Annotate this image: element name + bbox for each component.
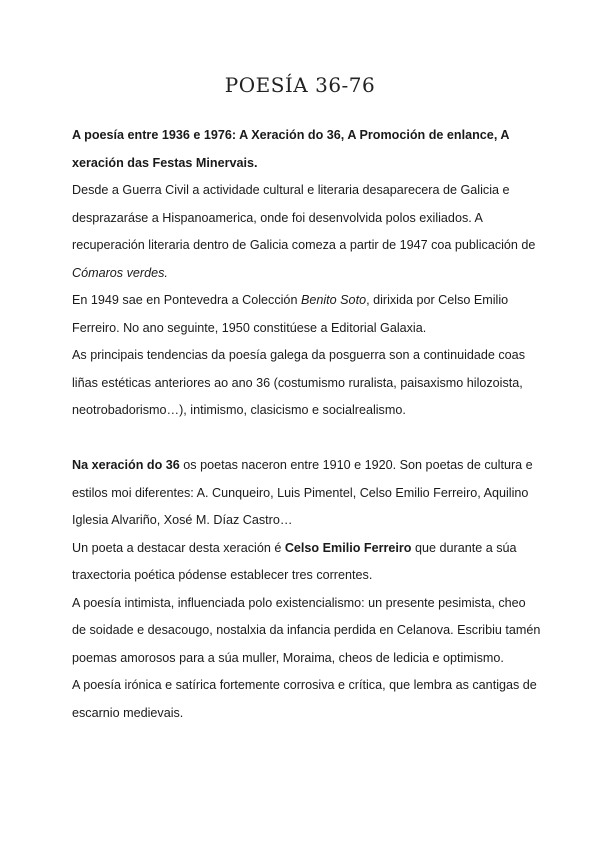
paragraph-celso-emilio (72, 535, 542, 590)
paragraph-xeracion-36 (72, 452, 542, 535)
paragraph-text: Desde a Guerra Civil a actividade cultural e literaria desaparecera de Galicia e desprazaráse a Hispanoamerica, onde foi desenvolvida polos exiliados. A recuperación literaria dentro de Galicia comeza a partir de 1947 coa publicación de (72, 183, 536, 252)
paragraph-text: En 1949 sae en Pontevedra a Colección (72, 293, 301, 307)
italic-title-benito-soto: Benito Soto (300, 293, 367, 307)
section-spacer (72, 425, 542, 453)
paragraph-tendencies: As principais tendencias da poesía galega da posguerra son a continuidade coas liñas estéticas anteriores ao ano 36 (costumismo ruralista, paisaxismo hilozoista, neotrobadorismo…), intimismo, clasicismo e socialrealismo. (72, 348, 525, 417)
document-title: POESÍA 36-76 (224, 73, 376, 97)
paragraph-satiric-poetry: A poesía irónica e satírica fortemente corrosiva e crítica, que lembra as cantigas de escarnio medievais. (72, 678, 537, 720)
document-body (72, 122, 542, 727)
paragraph-text: Un poeta a destacar desta xeración é (72, 540, 285, 555)
paragraph-civil-war (72, 177, 542, 287)
paragraph-intimist-poetry: A poesía intimista, influenciada polo existencialismo: un presente pesimista, cheo de soidade e desacougo, nostalxia da infancia perdida en Celanova. Escribiu tamén poemas amorosos para a súa muller, Moraima, cheos de ledicia e optimismo. (72, 595, 541, 665)
bold-celso-emilio: Celso Emilio Ferreiro (284, 540, 412, 555)
italic-title-comaros: Cómaros verdes. (72, 265, 168, 280)
bold-xeracion-36: Na xeración do 36 (72, 458, 180, 472)
paragraph-text: , dirixida por Celso Emilio Ferreiro. No ano seguinte, 1950 constitúese a Editorial Galaxia. (72, 293, 509, 335)
paragraph-benito-soto (72, 287, 542, 342)
paragraph-text: que durante a súa traxectoria poética pódense establecer tres correntes. (72, 540, 517, 582)
paragraph-text: os poetas naceron entre 1910 e 1920. Son poetas de cultura e estilos moi diferentes: A. Cunqueiro, Luis Pimentel, Celso Emilio Ferreiro, Aquilino Iglesia Alvariño, Xosé M. Díaz Castro… (72, 458, 533, 527)
section-heading: A poesía entre 1936 e 1976: A Xeración do 36, A Promoción de enlance, A xeración das Festas Minervais. (72, 128, 509, 170)
